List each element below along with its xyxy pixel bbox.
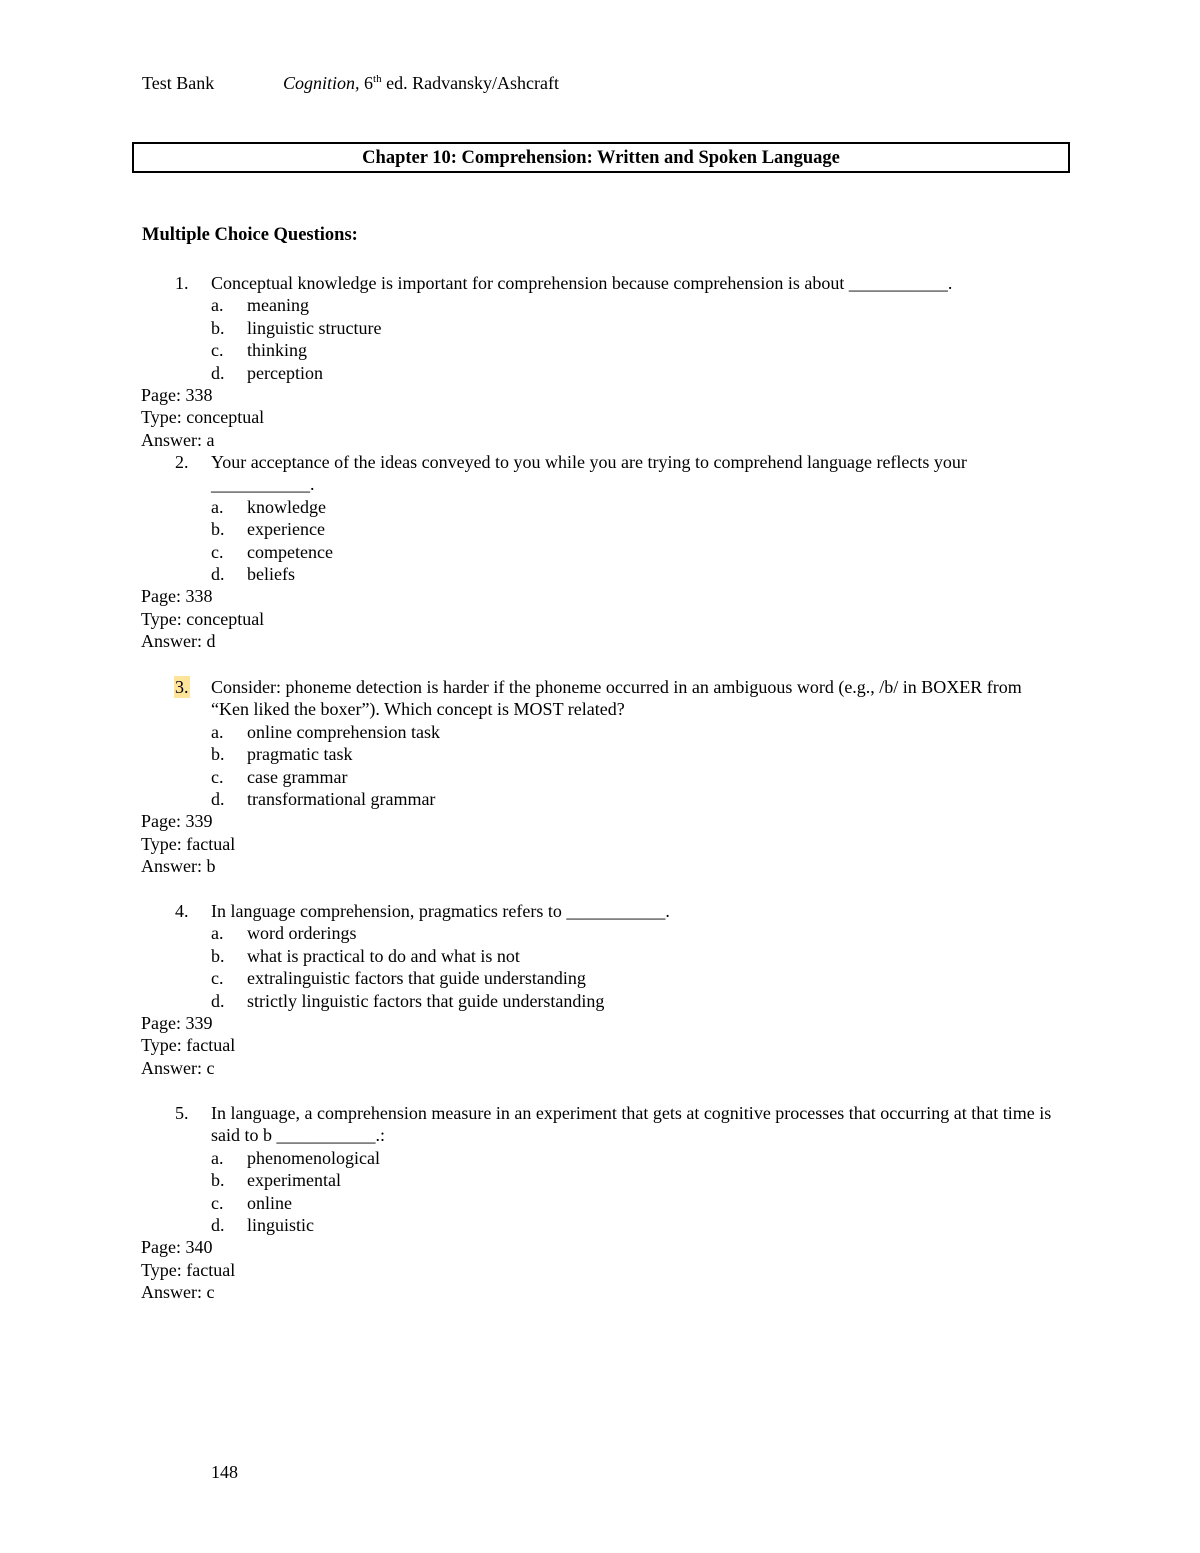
option-b [0,317,1200,339]
question-stem [0,1102,1061,1147]
question-answer: Answer: c [141,1057,215,1078]
question-page: Page: 339 [141,811,213,832]
option-c [0,967,1200,989]
question-answer: Answer: c [141,1282,215,1303]
question-stem [0,676,1061,721]
option-letter: b. [211,744,225,765]
question-text: In language, a comprehension measure in an experiment that gets at cognitive processes that occurring at that time is said to b ___________.: [211,1103,1052,1146]
option-list [0,496,1200,586]
question-1 [0,272,1200,451]
option-text: experimental [247,1170,341,1191]
question-4 [0,900,1200,1079]
option-text: experience [247,519,325,540]
option-d [0,563,1200,585]
option-letter: d. [211,563,225,584]
question-text: Consider: phoneme detection is harder if the phoneme occurred in an ambiguous word (e.g., /b/ in BOXER from “Ken liked the boxer”). Which concept is MOST related? [211,677,1022,720]
chapter-title: Chapter 10: Comprehension: Written and Spoken Language [132,142,1070,173]
option-a [0,721,1200,743]
option-list [0,1147,1200,1237]
option-letter: b. [211,945,225,966]
option-letter: d. [211,990,225,1011]
option-text: pragmatic task [247,744,353,765]
option-c [0,1192,1200,1214]
option-a [0,496,1200,518]
option-c [0,339,1200,361]
header-authors: ed. Radvansky/Ashcraft [381,73,560,93]
option-text: competence [247,541,333,562]
question-answer: Answer: d [141,631,216,652]
option-d [0,1214,1200,1236]
option-text: online [247,1192,292,1213]
option-text: extralinguistic factors that guide understanding [247,968,586,989]
header-book-title: Cognition, [283,73,360,93]
option-b [0,1169,1200,1191]
option-letter: a. [211,1147,224,1168]
header-edition-superscript: th [373,73,382,85]
option-letter: b. [211,519,225,540]
question-text: Conceptual knowledge is important for comprehension because comprehension is about ___________. [211,273,953,293]
option-c [0,541,1200,563]
header-test-bank: Test Bank [142,73,215,93]
question-type: Type: conceptual [141,407,265,428]
question-type: Type: factual [141,1259,236,1280]
option-letter: a. [211,496,224,517]
option-letter: a. [211,295,224,316]
question-stem [0,272,1061,294]
option-letter: d. [211,788,225,809]
option-letter: a. [211,923,224,944]
running-header [142,72,560,94]
question-page: Page: 338 [141,384,213,405]
option-letter: c. [211,340,224,361]
question-number: 2. [175,452,189,472]
question-text: In language comprehension, pragmatics refers to ___________. [211,901,670,921]
question-5 [0,1102,1200,1304]
option-text: meaning [247,295,309,316]
option-letter: d. [211,362,225,383]
option-d [0,788,1200,810]
option-text: thinking [247,340,308,361]
option-text: what is practical to do and what is not [247,945,520,966]
option-text: online comprehension task [247,721,440,742]
option-b [0,743,1200,765]
question-page: Page: 338 [141,586,213,607]
page-number: 148 [211,1462,238,1482]
option-text: transformational grammar [247,788,436,809]
question-type: Type: factual [141,833,236,854]
option-letter: c. [211,766,224,787]
option-text: knowledge [247,496,326,517]
question-number: 5. [175,1103,189,1123]
option-text: word orderings [247,923,357,944]
option-letter: c. [211,1192,224,1213]
option-d [0,362,1200,384]
option-text: perception [247,362,323,383]
option-text: strictly linguistic factors that guide understanding [247,990,605,1011]
option-letter: a. [211,721,224,742]
question-number-highlighted: 3. [175,677,189,697]
question-2 [0,451,1200,653]
option-list [0,294,1200,384]
question-number: 1. [175,273,189,293]
option-text: beliefs [247,563,295,584]
section-heading: Multiple Choice Questions: [142,225,358,245]
option-text: linguistic [247,1214,314,1235]
option-letter: b. [211,317,225,338]
question-text: Your acceptance of the ideas conveyed to you while you are trying to comprehend language reflects your ___________. [211,452,967,495]
option-list [0,922,1200,1012]
option-letter: d. [211,1214,225,1235]
option-text: case grammar [247,766,348,787]
option-letter: c. [211,968,224,989]
option-text: linguistic structure [247,317,382,338]
header-book-info [283,72,559,94]
question-type: Type: factual [141,1035,236,1056]
option-a [0,294,1200,316]
header-edition-number: 6 [359,73,374,93]
option-letter: b. [211,1170,225,1191]
question-type: Type: conceptual [141,608,265,629]
question-answer: Answer: b [141,856,216,877]
option-d [0,990,1200,1012]
question-number: 4. [175,901,189,921]
option-b [0,518,1200,540]
question-answer: Answer: a [141,429,215,450]
option-a [0,1147,1200,1169]
option-b [0,945,1200,967]
question-stem [0,451,1061,496]
option-list [0,721,1200,811]
option-c [0,766,1200,788]
question-page: Page: 340 [141,1237,213,1258]
option-a [0,922,1200,944]
option-letter: c. [211,541,224,562]
question-3 [0,676,1200,878]
question-stem [0,900,1061,922]
question-page: Page: 339 [141,1012,213,1033]
option-text: phenomenological [247,1147,380,1168]
